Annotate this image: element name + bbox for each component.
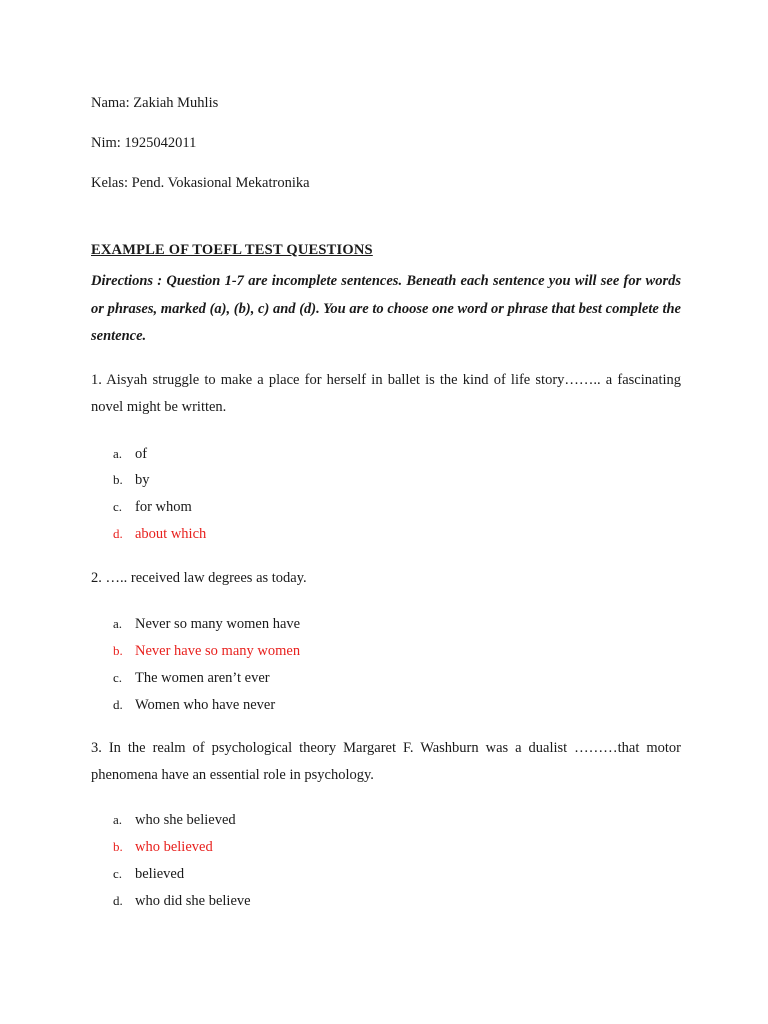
option-letter: d. xyxy=(113,526,123,541)
option-text: Women who have never xyxy=(135,697,276,713)
directions-text: Directions : Question 1-7 are incomplete sentences. Beneath each sentence you will see for words or phrases, marked (a), (b), c) and (d). You are to choose one word or phrase that best complete the sentence. xyxy=(91,273,681,344)
option-letter: a. xyxy=(113,446,123,461)
option-text: by xyxy=(135,472,150,488)
q1-option-b xyxy=(113,471,150,489)
option-text: about which xyxy=(135,526,207,542)
option-letter: b. xyxy=(113,472,123,487)
student-class: Kelas: Pend. Vokasional Mekatronika xyxy=(91,175,310,191)
option-letter: c. xyxy=(113,499,123,514)
q3-option-d xyxy=(113,892,251,910)
option-letter: b. xyxy=(113,643,123,658)
option-text: who did she believe xyxy=(135,893,251,909)
option-text: for whom xyxy=(135,499,192,515)
q3-option-c xyxy=(113,865,184,883)
section-heading: EXAMPLE OF TOEFL TEST QUESTIONS xyxy=(91,242,373,258)
q1-option-c xyxy=(113,498,192,516)
question-1: 1. Aisyah struggle to make a place for herself in ballet is the kind of life story…….. a fascinating novel might be written. xyxy=(91,372,681,415)
q2-option-b xyxy=(113,642,300,660)
q1-option-d xyxy=(113,525,206,543)
option-text: The women aren’t ever xyxy=(135,670,270,686)
option-text: Never have so many women xyxy=(135,643,301,659)
student-nim: Nim: 1925042011 xyxy=(91,135,197,151)
student-name: Nama: Zakiah Muhlis xyxy=(91,95,219,111)
option-letter: a. xyxy=(113,616,123,631)
q3-option-a xyxy=(113,811,236,829)
option-letter: c. xyxy=(113,866,123,881)
option-text: believed xyxy=(135,866,185,882)
question-2: 2. ….. received law degrees as today. xyxy=(91,570,307,586)
q2-option-a xyxy=(113,615,300,633)
option-text: of xyxy=(135,446,148,462)
option-letter: c. xyxy=(113,670,123,685)
option-letter: a. xyxy=(113,812,123,827)
option-text: who she believed xyxy=(135,812,236,828)
option-letter: b. xyxy=(113,839,123,854)
q2-option-c xyxy=(113,669,270,687)
question-3: 3. In the realm of psychological theory Margaret F. Washburn was a dualist ………that motor phenomena have an essential role in psychology. xyxy=(91,740,681,783)
q3-option-b xyxy=(113,838,213,856)
option-letter: d. xyxy=(113,697,123,712)
option-letter: d. xyxy=(113,893,123,908)
q2-option-d xyxy=(113,696,275,714)
option-text: who believed xyxy=(135,839,213,855)
q1-option-a xyxy=(113,445,147,463)
option-text: Never so many women have xyxy=(135,616,301,632)
